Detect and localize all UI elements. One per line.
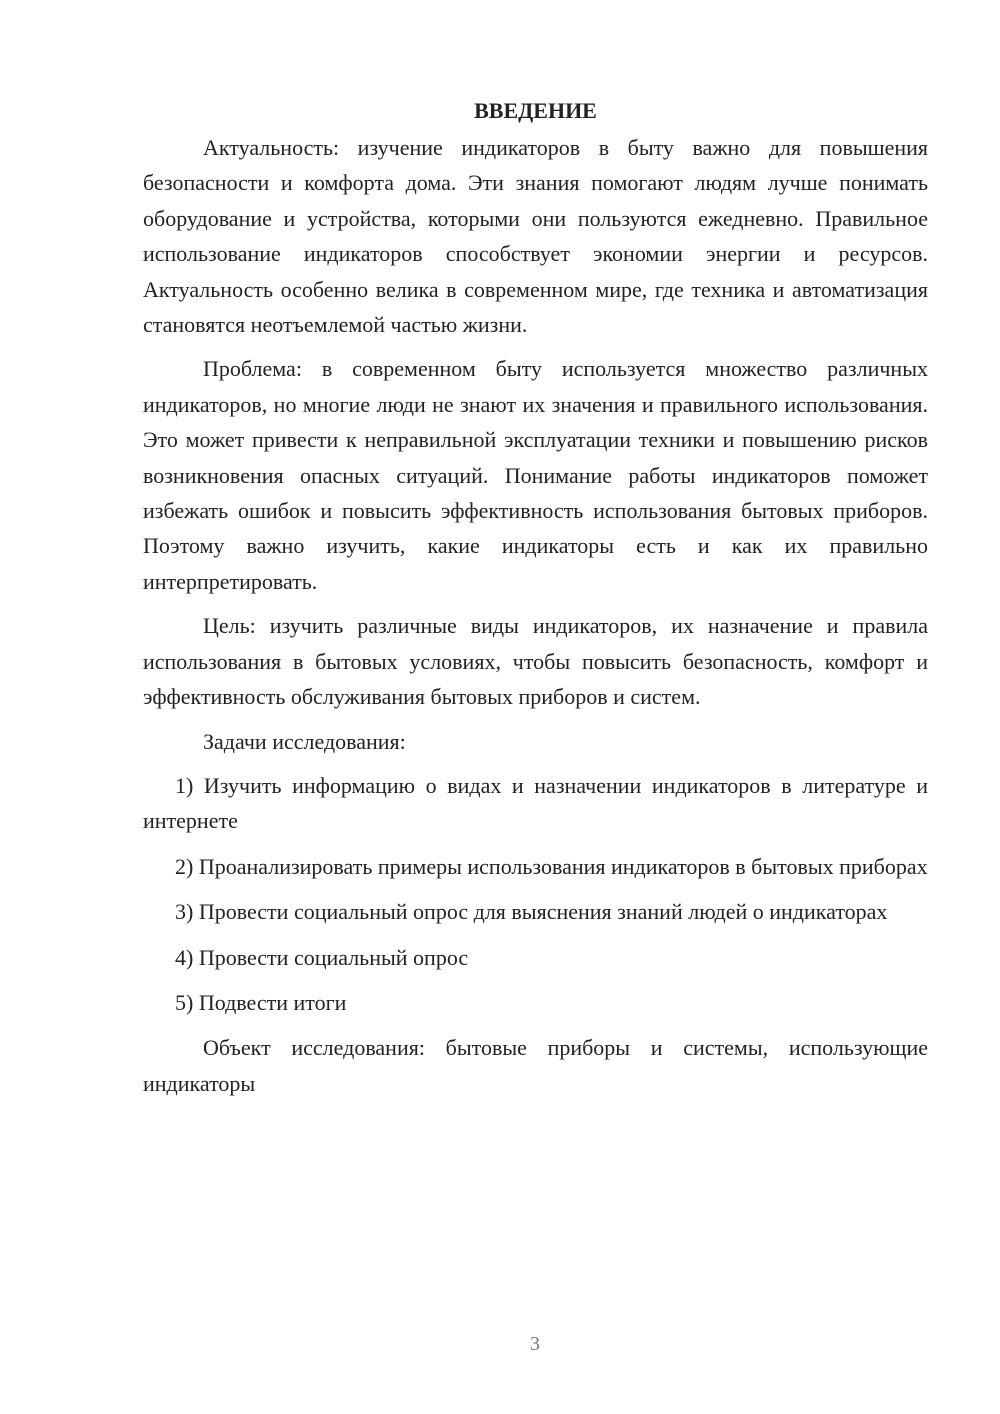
tasks-title: Задачи исследования:	[203, 728, 406, 754]
document-page	[143, 93, 928, 1110]
task-item: 2) Проанализировать примеры использования индикаторов в бытовых приборах	[175, 853, 928, 879]
problem-paragraph: Проблема: в современном быту используется множество различных индикаторов, но многие люди не знают их значения и правильного использования. Это может привести к неправильной эксплуатации техники и повышению рисков возникновения опасных ситуаций. Понимание работы индикаторов поможет избежать ошибок и повысить эффективность использования бытовых приборов. Поэтому важно изучить, какие индикаторы есть и как их правильно интерпретировать.	[143, 356, 928, 594]
relevance-paragraph: Актуальность: изучение индикаторов в быту важно для повышения безопасности и комфорта дома. Эти знания помогают людям лучше понимать оборудование и устройства, которыми они пользуются ежедневно. Правильное использование индикаторов способствует экономии энергии и ресурсов. Актуальность особенно велика в современном мире, где техника и автоматизация становятся неотъемлемой частью жизни.	[143, 135, 928, 338]
task-item: 1) Изучить информацию о видах и назначении индикаторов в литературе и интернете	[143, 772, 928, 834]
task-item: 3) Провести социальный опрос для выяснения знаний людей о индикаторах	[175, 899, 888, 925]
page-number: 3	[530, 1333, 540, 1355]
goal-paragraph: Цель: изучить различные виды индикаторов, их назначение и правила использования в бытовых условиях, чтобы повысить безопасность, комфорт и эффективность обслуживания бытовых приборов и систем.	[143, 613, 928, 710]
task-item: 5) Подвести итоги	[175, 989, 347, 1015]
section-title: ВВЕДЕНИЕ	[474, 98, 597, 123]
task-item: 4) Провести социальный опрос	[175, 944, 469, 970]
object-paragraph: Объект исследования: бытовые приборы и системы, использующие индикаторы	[143, 1035, 928, 1096]
